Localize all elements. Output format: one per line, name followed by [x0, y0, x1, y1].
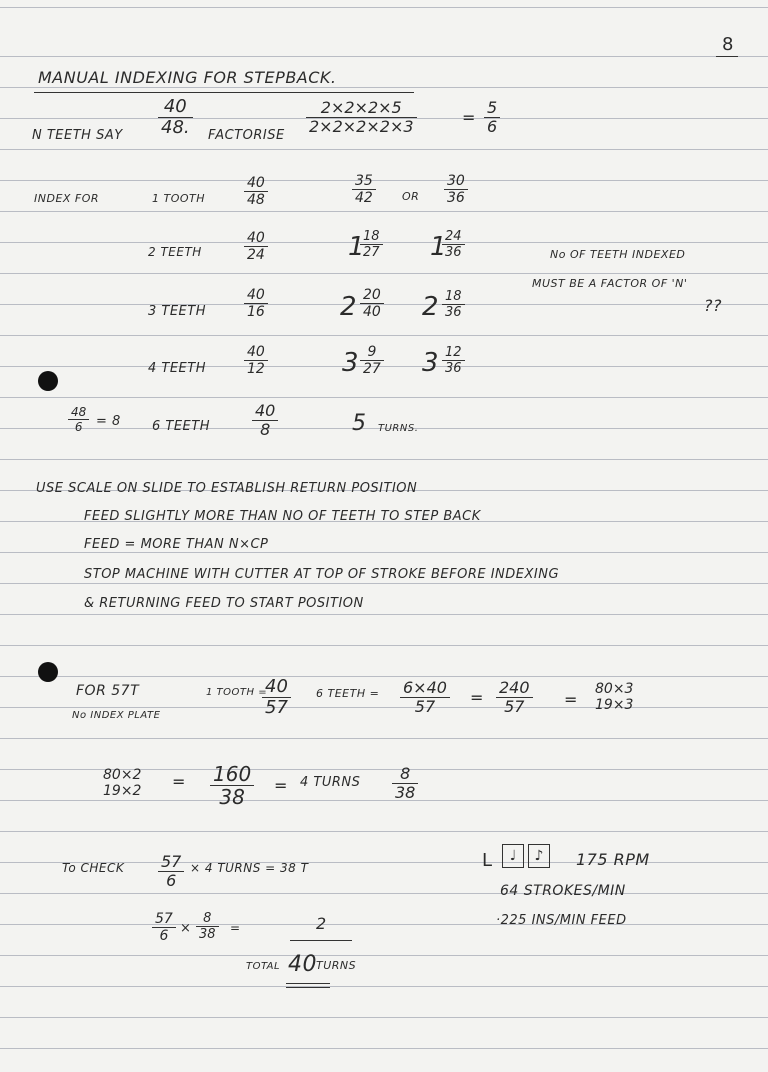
total-underline-1 [286, 983, 330, 984]
option-b-denominator: 36 [445, 361, 462, 376]
check-denominator: 6 [159, 928, 169, 944]
option-b-numerator: 24 [445, 229, 462, 244]
check-numerator: 57 [155, 911, 173, 927]
example-denominator: 19×2 [103, 783, 142, 799]
result-denominator: 6 [487, 117, 498, 136]
check-label: To CHECK [62, 861, 125, 875]
six-teeth-example-label: 6 TEETH = [316, 687, 380, 700]
result-fraction [484, 100, 500, 135]
side-note-line2: MUST BE A FACTOR OF 'N' [532, 277, 688, 290]
check-numerator: 57 [161, 852, 182, 871]
example-fraction-8-38 [392, 766, 418, 801]
example-denominator: 19×3 [595, 697, 634, 713]
n-fraction-denominator: 48. [161, 117, 190, 138]
side-note-question: ?? [704, 296, 722, 315]
option-b-whole: 3 [422, 348, 440, 378]
one-tooth-fraction [262, 678, 291, 717]
row-option-b [444, 174, 468, 205]
row-ratio-denominator: 12 [247, 361, 265, 377]
option-a-whole: 2 [340, 292, 358, 322]
check-result: 2 [316, 914, 327, 933]
factorised-fraction [306, 100, 417, 135]
total-underline-2 [286, 987, 330, 988]
option-a-numerator: 20 [363, 287, 381, 303]
n-fraction [158, 98, 193, 137]
six-teeth-example-fraction [400, 680, 450, 715]
option-b-numerator: 30 [447, 173, 465, 189]
total-value: 40 [288, 952, 317, 977]
example-numerator: 240 [499, 678, 530, 697]
row-ratio [244, 288, 268, 319]
option-b-numerator: 18 [445, 289, 462, 304]
option-a-denominator: 42 [355, 190, 373, 206]
total-label: TOTAL [246, 961, 281, 972]
spindle-speed: 175 RPM [576, 850, 650, 869]
option-a-numerator: 18 [363, 229, 380, 244]
check-fraction-8-38 [196, 912, 219, 941]
side-note-line1: No OF TEETH INDEXED [550, 248, 686, 261]
example-fraction-80x2 [100, 768, 144, 798]
row-ratio-numerator: 40 [247, 287, 265, 303]
example-denominator: 57 [414, 697, 436, 716]
feed-rate: ·225 INS/MIN FEED [496, 913, 627, 928]
row-teeth-label: 3 TEETH [148, 304, 206, 319]
page-number-underline [716, 56, 738, 57]
option-a-whole: 1 [348, 232, 366, 262]
n-fraction-numerator: 40 [163, 96, 187, 117]
example-numerator: 80×3 [595, 681, 634, 697]
four-turns-label: 4 TURNS [300, 775, 361, 790]
instruction-line: FEED = MORE THAN N×CP [84, 537, 269, 552]
check-fraction-57-6b [152, 912, 176, 943]
row-ratio [244, 231, 268, 262]
equals-sign: = [274, 776, 288, 795]
option-b-numerator: 12 [445, 345, 462, 360]
example-denominator: 38 [219, 785, 245, 809]
heading: MANUAL INDEXING FOR STEPBACK. [38, 68, 337, 87]
row-ratio-numerator: 40 [247, 175, 265, 191]
option-a-numerator: 9 [367, 344, 377, 360]
option-a-denominator: 27 [363, 245, 380, 260]
row-option-a [360, 288, 384, 319]
row-ratio [244, 345, 268, 376]
option-a-denominator: 40 [363, 304, 381, 320]
six-teeth-label: 6 TEETH [152, 419, 210, 434]
row-option-a [360, 345, 384, 376]
six-teeth-ratio [252, 403, 278, 438]
example-fraction-160 [210, 764, 254, 807]
example-fraction-240 [496, 680, 533, 715]
one-tooth-denominator: 57 [265, 697, 288, 718]
binder-hole [38, 662, 58, 682]
page-number: 8 [722, 34, 734, 55]
row-option-b [442, 290, 465, 319]
or-label: OR [402, 190, 420, 203]
result-numerator: 5 [487, 98, 498, 117]
option-a-denominator: 27 [363, 361, 381, 377]
example-numerator: 8 [400, 764, 411, 783]
factorised-denominator: 2×2×2×2×3 [309, 117, 414, 136]
row-option-b [442, 230, 465, 259]
check-sum-line [290, 940, 352, 941]
six-teeth-denominator: 8 [260, 420, 271, 439]
option-b-denominator: 36 [447, 190, 465, 206]
equals-sign: = [470, 688, 484, 707]
row-ratio [244, 176, 268, 207]
example-denominator: 57 [504, 697, 525, 716]
pre-denominator: 6 [74, 420, 83, 434]
check-expression: × 4 TURNS = 38 T [190, 861, 309, 875]
binder-hole [38, 371, 58, 391]
example-denominator: 38 [395, 783, 416, 802]
machine-letter: L [482, 850, 493, 871]
row-ratio-numerator: 40 [247, 230, 265, 246]
row-ratio-denominator: 16 [247, 304, 265, 320]
no-index-plate-label: No INDEX PLATE [72, 710, 161, 721]
row-option-b [442, 346, 465, 375]
row-ratio-numerator: 40 [247, 344, 265, 360]
instruction-line: USE SCALE ON SLIDE TO ESTABLISH RETURN POSITION [36, 481, 418, 496]
times-sign: × [180, 921, 192, 936]
equals-sign: = [564, 690, 578, 709]
option-b-whole: 2 [422, 292, 440, 322]
example-numerator: 80×2 [103, 767, 142, 783]
six-teeth-turns-label: TURNS. [378, 423, 419, 434]
index-for-label: INDEX FOR [34, 192, 100, 205]
one-tooth-numerator: 40 [265, 676, 288, 697]
row-teeth-label: 4 TEETH [148, 361, 206, 376]
pre-numerator: 48 [71, 405, 87, 419]
heading-underline [34, 92, 414, 93]
row-teeth-label: 1 TOOTH [152, 192, 206, 205]
check-numerator: 8 [203, 911, 212, 926]
option-a-numerator: 35 [355, 173, 373, 189]
six-teeth-pre-fraction [68, 406, 89, 433]
row-ratio-denominator: 48 [247, 192, 265, 208]
check-denominator: 38 [199, 927, 216, 942]
six-teeth-numerator: 40 [255, 401, 276, 420]
equals-sign: = [230, 921, 241, 935]
row-ratio-denominator: 24 [247, 247, 265, 263]
option-b-denominator: 36 [445, 305, 462, 320]
check-denominator: 6 [166, 871, 177, 890]
instruction-line: FEED SLIGHTLY MORE THAN NO OF TEETH TO STEP BACK [84, 509, 481, 524]
option-b-denominator: 36 [445, 245, 462, 260]
example-for-label: FOR 57T [76, 683, 140, 699]
example-numerator: 160 [213, 762, 252, 786]
example-numerator: 6×40 [403, 678, 447, 697]
equals-sign: = [462, 108, 476, 127]
six-teeth-pre-equals: = 8 [96, 414, 121, 429]
instruction-line: & RETURNING FEED TO START POSITION [84, 596, 364, 611]
equals-sign: = [172, 772, 186, 791]
stroke-rate: 64 STROKES/MIN [500, 883, 626, 899]
option-a-whole: 3 [342, 348, 360, 378]
gear-box-2: ♪ [528, 844, 550, 868]
factorised-numerator: 2×2×2×5 [320, 98, 402, 117]
total-unit: TURNS [316, 959, 357, 972]
instruction-line: STOP MACHINE WITH CUTTER AT TOP OF STROKE BEFORE INDEXING [84, 567, 560, 582]
six-teeth-turns-value: 5 [352, 411, 367, 436]
n-teeth-label: N TEETH SAY [32, 128, 123, 143]
option-b-whole: 1 [430, 232, 448, 262]
row-teeth-label: 2 TEETH [148, 245, 202, 259]
example-fraction-80x3 [592, 682, 636, 712]
one-tooth-label: 1 TOOTH = [206, 687, 268, 698]
row-option-a [352, 174, 376, 205]
check-fraction-57-6 [158, 854, 184, 889]
row-option-a [360, 230, 383, 259]
gear-box-1: ♩ [502, 844, 524, 868]
factorise-label: FACTORISE [208, 128, 285, 143]
